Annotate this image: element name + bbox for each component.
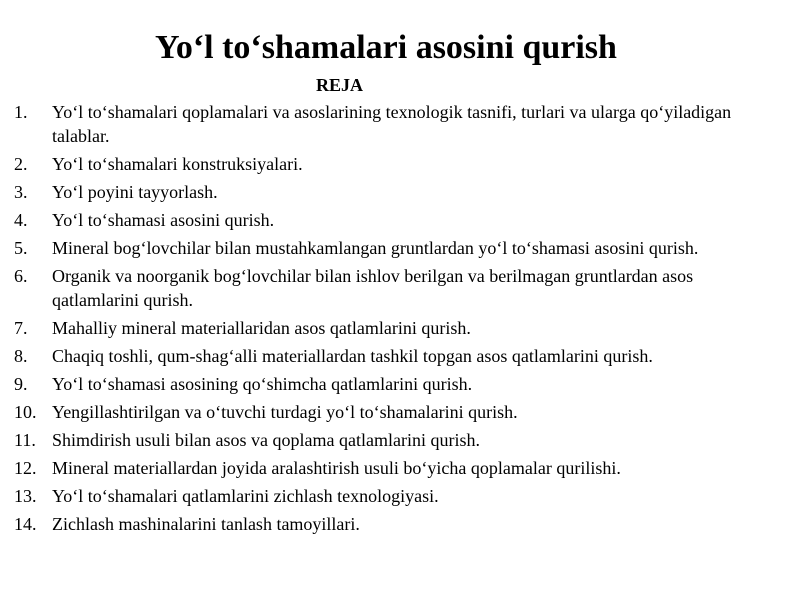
plan-item-text: Yo‘l to‘shamasi asosini qurish. <box>52 210 275 230</box>
plan-item-2 <box>14 152 784 176</box>
plan-item-number: 9. <box>14 374 28 394</box>
plan-list <box>14 100 784 540</box>
plan-item-number: 10. <box>14 402 37 422</box>
plan-item-number: 8. <box>14 346 28 366</box>
plan-item-text: Mineral materiallardan joyida aralashtirish usuli bo‘yicha qoplamalar qurilishi. <box>52 458 621 478</box>
plan-item-9 <box>14 372 784 396</box>
plan-item-text: Mineral bog‘lovchilar bilan mustahkamlangan gruntlardan yo‘l to‘shamasi asosini qurish. <box>52 238 699 258</box>
plan-item-4 <box>14 208 784 232</box>
plan-item-number: 14. <box>14 514 37 534</box>
plan-item-12 <box>14 456 784 480</box>
plan-item-number: 3. <box>14 182 28 202</box>
plan-item-number: 6. <box>14 266 28 286</box>
plan-item-text: Organik va noorganik bog‘lovchilar bilan ishlov berilgan va berilmagan gruntlardan asos qatlamlarini qurish. <box>52 266 694 310</box>
plan-item-10 <box>14 400 784 424</box>
plan-item-1 <box>14 100 784 148</box>
plan-item-number: 5. <box>14 238 28 258</box>
slide-title: Yo‘l to‘shamalari asosini qurish <box>155 29 617 66</box>
plan-item-text: Yo‘l to‘shamalari qoplamalari va asoslarining texnologik tasnifi, turlari va ularga qo‘yiladigan talablar. <box>52 102 732 146</box>
plan-item-text: Mahalliy mineral materiallaridan asos qatlamlarini qurish. <box>52 318 471 338</box>
plan-item-text: Chaqiq toshli, qum-shag‘alli materiallardan tashkil topgan asos qatlamlarini qurish. <box>52 346 653 366</box>
plan-item-text: Yengillashtirilgan va o‘tuvchi turdagi yo‘l to‘shamalarini qurish. <box>52 402 518 422</box>
plan-item-text: Yo‘l to‘shamasi asosining qo‘shimcha qatlamlarini qurish. <box>52 374 473 394</box>
plan-item-text: Shimdirish usuli bilan asos va qoplama qatlamlarini qurish. <box>52 430 480 450</box>
plan-item-number: 1. <box>14 102 28 122</box>
plan-heading: REJA <box>316 75 364 95</box>
plan-item-number: 2. <box>14 154 28 174</box>
plan-item-13 <box>14 484 784 508</box>
plan-item-7 <box>14 316 784 340</box>
plan-item-number: 13. <box>14 486 37 506</box>
plan-item-text: Yo‘l to‘shamalari konstruksiyalari. <box>52 154 303 174</box>
plan-item-text: Zichlash mashinalarini tanlash tamoyillari. <box>52 514 360 534</box>
plan-item-number: 11. <box>14 430 36 450</box>
plan-item-text: Yo‘l to‘shamalari qatlamlarini zichlash texnologiyasi. <box>52 486 439 506</box>
plan-item-14 <box>14 512 784 536</box>
plan-item-number: 4. <box>14 210 28 230</box>
plan-item-6 <box>14 264 784 312</box>
plan-item-number: 7. <box>14 318 28 338</box>
plan-item-number: 12. <box>14 458 37 478</box>
plan-item-5 <box>14 236 784 260</box>
plan-item-text: Yo‘l poyini tayyorlash. <box>52 182 218 202</box>
plan-item-11 <box>14 428 784 452</box>
plan-item-8 <box>14 344 784 368</box>
plan-item-3 <box>14 180 784 204</box>
